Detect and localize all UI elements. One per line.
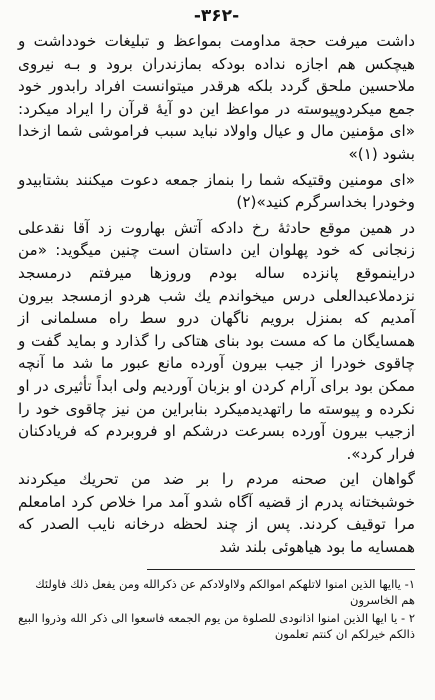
page-number: -۳۶۲- (193, 6, 240, 26)
footnotes (18, 576, 415, 643)
paragraph-2: «ای مومنین وقتیکه شما را بنماز جمعه دعوت میکنند بشتابیدو وخودرا بخداسرگرم کنید»(۲) (18, 170, 415, 212)
paragraph-3: در همین موقع حادثهٔ رخ دادکه آتش بهاروت زد آقا نقدعلی زنجانی که خود پهلوان این داستان است چنین میگوید: «من دراینموقع پانزده ساله بودم وروزها میرفتم درمسجد نزدملاعبدالعلی درس میخواندم یك شب هردو ازمسجد بیرون آمدیم که بمنزل برویم ناگهان درو سط راه مسلمانی از همسایگان ما که مست بود بنای هتاکی را گذارد و بماید گفت و چاقوی خودرا از جیب بیرون آورده مانع عبور ما شد ما آنچه ممکن بود برای آرام کردن او بزبان آوردیم ولی ابداً تأثیری در او نکرده و پیوسته ما راتهدیدمیکرد بنابراین من نیز چاقوی خود را ازجیب بیرون آورده بسرعت درشکم او فروبردم که فریادکنان فرار کرد». (18, 218, 415, 463)
footnote-2: ۲ - یا ایها الذین امنوا اذانودی للصلوة من یوم الجمعه فاسعوا الی ذکر الله وذروا البیع ذالکم خیرلکم ان کنتم تعلمون (18, 610, 415, 642)
paragraph-1: داشت میرفت حجة مداومت بمواعظ و تبلیغات خودداشت و هیچکس هم اجازه نداده بودکه بمازندران برود و بـه نیروی ملاحسین ملحق گردد بلکه هرقدر میتوانست افراد رابدور خود جمع میکردوپیوسته در مواعظ این دو آیهٔ قرآن را ایراد میکرد: «ای مؤمنین مال و عیال واولاد نباید سبب فراموشی شما ازخدا بشود (۱)» (18, 32, 415, 163)
footnote-divider (147, 569, 415, 570)
footnote-1: ۱- یاایها الذین امنوا لاتلهکم اموالکم ولااولادکم عن ذکرالله ومن یفعل ذلك فاولئك هم الخاسرون (35, 576, 415, 608)
body-text (18, 30, 415, 559)
paragraph-4: گواهان این صحنه مردم را بر ضد من تحریك میکردند خوشبختانه پدرم از قضیه آگاه شدو آمد مرا خلاص کرد امامعلم مرا توقیف کردند. پس از چند لحظه درخانه نایب الصدر که همسایه ما بود هیاهوئی بلند شد (18, 470, 415, 557)
